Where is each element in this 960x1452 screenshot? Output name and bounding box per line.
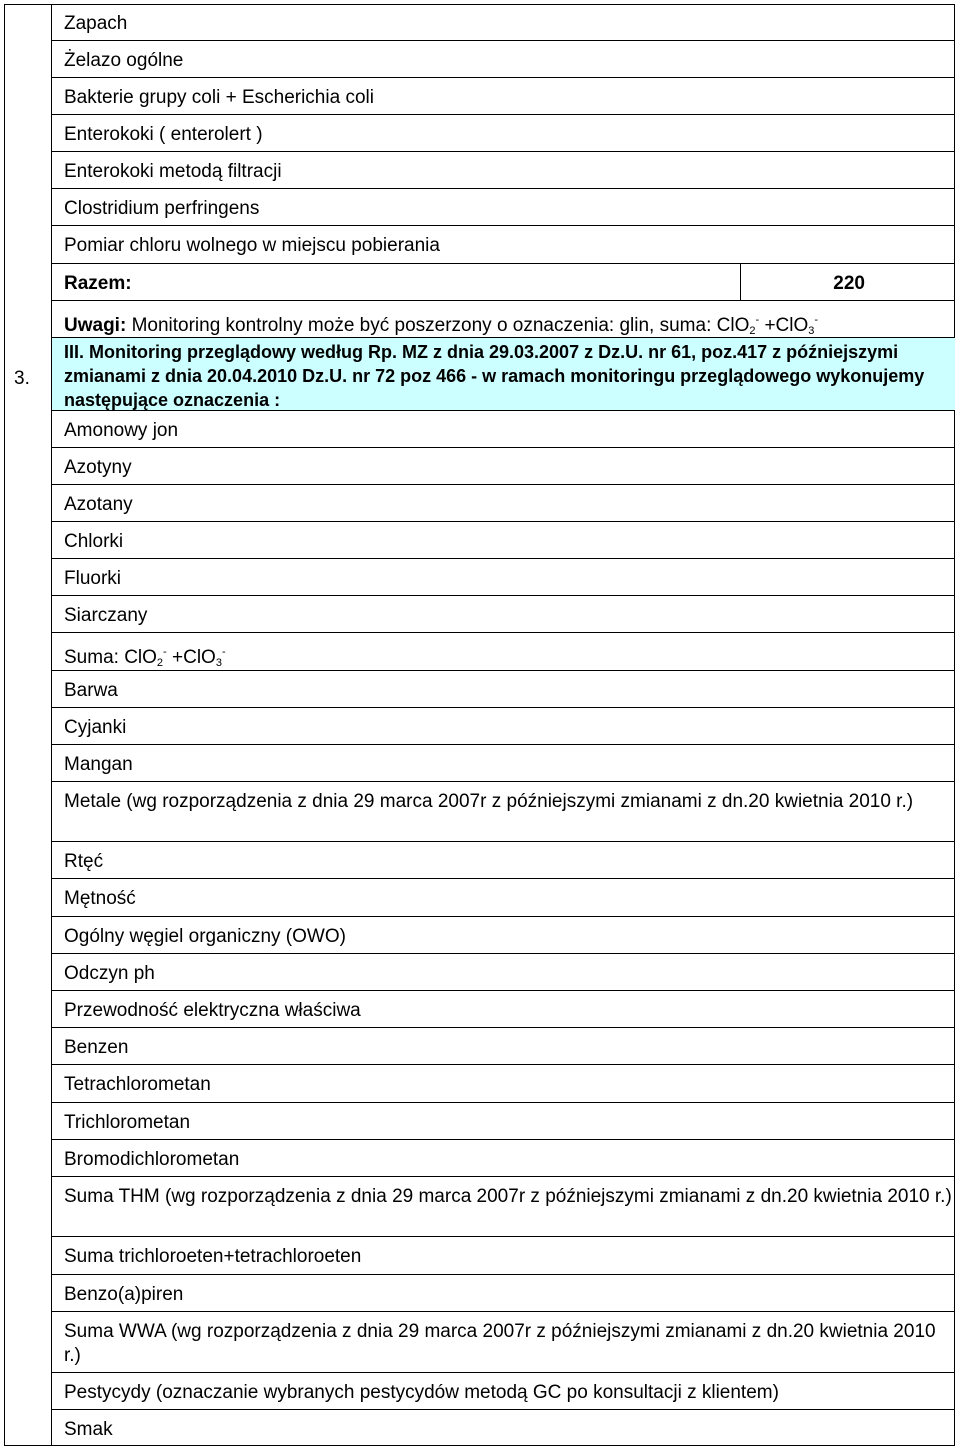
table-row — [52, 189, 955, 226]
section-number: 3. — [14, 368, 30, 389]
table-row — [52, 559, 955, 596]
number-column — [4, 4, 52, 1446]
table-row — [52, 1103, 955, 1140]
suma-row — [52, 633, 955, 671]
uwagi-mid: +ClO — [764, 315, 809, 336]
uwagi-text: Monitoring kontrolny może być poszerzony o oznaczenia: glin, suma: ClO — [131, 315, 750, 336]
table-row — [52, 522, 955, 559]
uwagi-label: Uwagi: — [64, 315, 127, 336]
table-row — [52, 1065, 955, 1103]
row-label: Azotany — [64, 494, 133, 515]
uwagi-row — [52, 301, 955, 338]
smak-row — [52, 1410, 955, 1446]
section-header-text: III. Monitoring przeglądowy według Rp. MZ z dnia 29.03.2007 z Dz.U. nr 61, poz.417 z późniejszymi zmianami z dnia 20.04.2010 Dz.U. nr 72 poz 466 - w ramach monitoringu przeglądowego wykonujemy następujące oznaczenia : — [64, 342, 925, 410]
table-row — [52, 115, 955, 152]
table-row — [52, 4, 955, 41]
row-label: Mętność — [64, 888, 136, 909]
row-label: Bromodichlorometan — [64, 1149, 240, 1170]
suma-mid: +ClO — [172, 647, 216, 668]
row-label: Odczyn ph — [64, 963, 155, 984]
table-row — [52, 1237, 955, 1275]
row-label: Suma THM (wg rozporządzenia z dnia 29 marca 2007r z późniejszymi zmianami z dn.20 kwietnia 2010 r.) — [64, 1186, 952, 1207]
uwagi-sub1: 2 — [749, 325, 756, 337]
row-label: Trichlorometan — [64, 1112, 191, 1133]
row-label: Clostridium perfringens — [64, 198, 260, 219]
table-row — [52, 1275, 955, 1312]
table-row — [52, 152, 955, 189]
row-label: Siarczany — [64, 605, 148, 626]
row-label: Fluorki — [64, 568, 122, 589]
section-header — [52, 338, 955, 411]
suma-sub1: 2 — [156, 657, 164, 669]
row-label: Żelazo ogólne — [64, 50, 184, 71]
suma-sup2: - — [221, 646, 226, 658]
table-row — [52, 1140, 955, 1177]
row-label: Barwa — [64, 680, 118, 701]
table-row — [52, 78, 955, 115]
table-row — [52, 411, 955, 448]
uwagi-sup1: - — [755, 314, 760, 326]
table-row — [52, 708, 955, 745]
row-label: Enterokoki ( enterolert ) — [64, 124, 263, 145]
row-label: Enterokoki metodą filtracji — [64, 161, 282, 182]
row-label: Ogólny węgiel organiczny (OWO) — [64, 926, 346, 947]
table-row — [52, 671, 955, 708]
row-label: Pomiar chloru wolnego w miejscu pobierania — [64, 235, 440, 256]
row-label: Benzen — [64, 1037, 129, 1058]
uwagi-sub2: 3 — [808, 325, 815, 337]
table-row — [52, 485, 955, 522]
row-label: Azotyny — [64, 457, 132, 478]
row-label: Bakterie grupy coli + Escherichia coli — [64, 87, 374, 108]
razem-row — [52, 264, 955, 301]
razem-value: 220 — [833, 273, 865, 294]
razem-label: Razem: — [64, 273, 132, 294]
row-label: Benzo(a)piren — [64, 1284, 184, 1305]
table-row — [52, 41, 955, 78]
razem-divider — [740, 264, 741, 300]
table-row — [52, 448, 955, 485]
table-row — [52, 745, 955, 782]
row-label: Smak — [64, 1419, 113, 1440]
row-label: Pestycydy (oznaczanie wybranych pestycydów metodą GC po konsultacji z klientem) — [64, 1382, 779, 1403]
row-label: Metale (wg rozporządzenia z dnia 29 marca 2007r z późniejszymi zmianami z dn.20 kwietnia 2010 r.) — [64, 791, 914, 812]
metale-row — [52, 782, 955, 842]
suma-sup1: - — [163, 646, 167, 658]
suma-sub2: 3 — [215, 657, 222, 669]
table-row — [52, 596, 955, 633]
suma-wwa-row — [52, 1312, 955, 1373]
table-row — [52, 954, 955, 991]
uwagi-sup2: - — [814, 314, 819, 326]
table-row — [52, 1028, 955, 1065]
row-label: Suma WWA (wg rozporządzenia z dnia 29 marca 2007r z późniejszymi zmianami z dn.20 kwietnia 2010 r.) — [64, 1321, 936, 1366]
row-label: Chlorki — [64, 531, 124, 552]
table-row — [52, 991, 955, 1028]
row-label: Przewodność elektryczna właściwa — [64, 1000, 361, 1021]
row-label: Amonowy jon — [64, 420, 179, 441]
row-label: Cyjanki — [64, 717, 127, 738]
table-row — [52, 842, 955, 879]
row-label: Tetrachlorometan — [64, 1074, 211, 1095]
table-row — [52, 917, 955, 954]
pestycydy-row — [52, 1373, 955, 1410]
suma-thm-row — [52, 1177, 955, 1237]
table-row — [52, 879, 955, 917]
suma-text: Suma: ClO — [64, 647, 157, 668]
row-label: Mangan — [64, 754, 133, 775]
row-label: Suma trichloroeten+tetrachloroeten — [64, 1246, 362, 1267]
table-row — [52, 226, 955, 264]
row-label: Zapach — [64, 13, 128, 34]
row-label: Rtęć — [64, 851, 104, 872]
